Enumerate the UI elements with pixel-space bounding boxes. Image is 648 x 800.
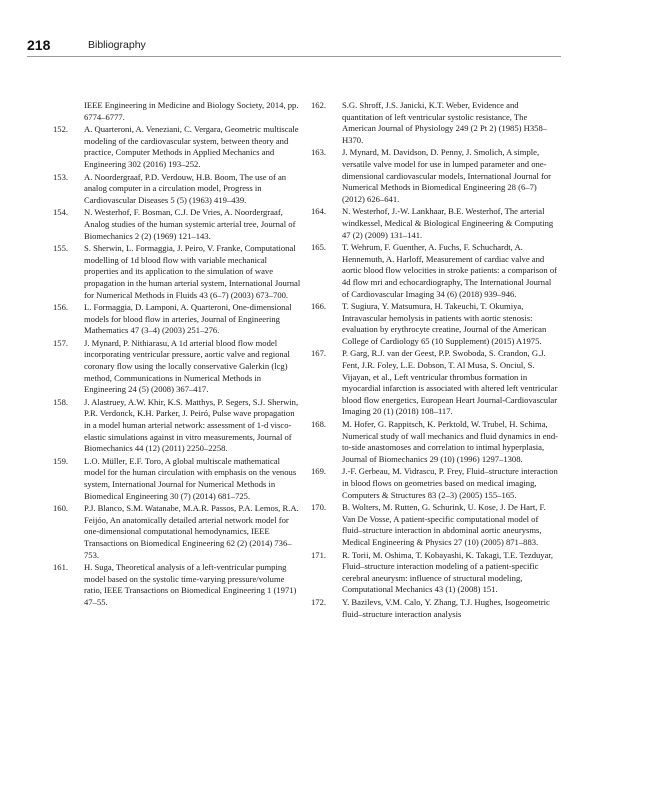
reference-number: 163. (311, 147, 327, 158)
reference-entry (311, 502, 559, 548)
reference-number: 156. (53, 302, 69, 313)
reference-text: J. Alastruey, A.W. Khir, K.S. Matthys, P. Segers, S.J. Sherwin, P.R. Verdonck, K.H. Parker, J. Peiró, Pulse wave propagation in a model human arterial network: assessment of 1-d visco-elastic simulations against in vitro measurements, Journal of Biomechanics 44 (12) (2011) 2250–2258. (84, 396, 299, 454)
reference-text: R. Torii, M. Oshima, T. Kobayashi, K. Takagi, T.E. Tezduyar, Fluid–structure interaction modeling of a patient-specific cerebral aneurysm: influence of structural modeling, Computational Mechanics 43 (1) (2008) 151. (342, 549, 554, 595)
left-column (53, 100, 301, 610)
reference-text: N. Westerhof, F. Bosman, C.J. De Vries, A. Noordergraaf, Analog studies of the human systemic arterial tree, Journal of Biomechanics 2 (2) (1969) 121–143. (84, 207, 296, 241)
reference-text: T. Wehrum, F. Guenther, A. Fuchs, F. Schuchardt, A. Hennemuth, A. Harloff, Measurement of cardiac valve and aortic blood flow velocities in stroke patients: a comparison of 4d flow mri and echocardiography, The International Journal of Cardiovascular Imaging 34 (6) (2018) 939–946. (342, 242, 558, 299)
reference-entry (311, 550, 559, 596)
reference-number: 167. (311, 348, 327, 359)
reference-text: S. Sherwin, L. Formaggia, J. Peiro, V. Franke, Computational modelling of 1d blood flow with variable mechanical properties and its application to the simulation of wave propagation in the human arterial system, International Journal for Numerical Methods in Fluids 43 (6–7) (2003) 673–700. (84, 243, 301, 300)
reference-text: Y. Bazilevs, V.M. Calo, Y. Zhang, T.J. Hughes, Isogeometric fluid–structure interaction analysis (342, 596, 550, 619)
reference-number: 153. (53, 171, 69, 182)
right-column (311, 100, 559, 621)
reference-entry (53, 302, 301, 337)
reference-number: 158. (53, 396, 69, 407)
reference-number: 166. (311, 301, 327, 312)
reference-text: N. Westerhof, J.-W. Lankhaar, B.E. Westerhof, The arterial windkessel, Medical & Biological Engineering & Computing 47 (2) (2009) 131–141. (342, 206, 554, 240)
reference-number: 165. (311, 242, 327, 253)
reference-entry (53, 124, 301, 170)
reference-text: P. Garg, R.J. van der Geest, P.P. Swoboda, S. Crandon, G.J. Fent, J.R. Foley, L.E. Dobson, T. Al Musa, S. Onciul, S. Vijayan, et al., Left ventricular thrombus formation in myocardial infarction is associated with altered left ventricular blood flow energetics, European Heart Journal-Cardiovascular Imaging 20 (1) (2018) 108–117. (342, 348, 558, 417)
reference-text: T. Sugiura, Y. Matsumura, H. Takeuchi, T. Okumiya, Intravascular hemolysis in patients with aortic stenosis: evaluation by erythrocyte creatine, Journal of the American College of Cardiology 65 (10 Supplement) (2015) A1975. (342, 301, 547, 346)
reference-number: 155. (53, 243, 69, 254)
page-number: 218 (27, 37, 51, 53)
reference-number: 162. (311, 100, 327, 110)
reference-text: P.J. Blanco, S.M. Watanabe, M.A.R. Passos, P.A. Lemos, R.A. Feijóo, An anatomically detailed arterial network model for one-dimensional computational hemodynamics, IEEE Transactions on Biomedical Engineering 62 (2) (2014) 736–753. (84, 503, 299, 560)
reference-entry (53, 172, 301, 207)
reference-entry (311, 100, 559, 146)
reference-entry (311, 206, 559, 241)
reference-entry (311, 597, 559, 620)
reference-entry (53, 456, 301, 502)
reference-number: 157. (53, 337, 69, 348)
running-title: Bibliography (88, 39, 146, 51)
reference-number: 172. (311, 596, 327, 607)
reference-entry (311, 147, 559, 205)
reference-entry (311, 301, 559, 347)
reference-entry (53, 562, 301, 608)
reference-text: S.G. Shroff, J.S. Janicki, K.T. Weber, Evidence and quantitation of left ventricular systolic resistance, The American Journal of Physiology 249 (2 Pt 2) (1985) H358–H370. (342, 100, 548, 145)
reference-entry (311, 242, 559, 300)
reference-number: 161. (53, 562, 69, 573)
reference-number: 152. (53, 124, 69, 135)
reference-entry (53, 338, 301, 396)
reference-entry (53, 207, 301, 242)
reference-text: L.O. Müller, E.F. Toro, A global multiscale mathematical model for the human circulation with emphasis on the venous system, International Journal for Numerical Methods in Biomedical Engineering 30 (7) (2014) 681–725. (84, 455, 297, 501)
reference-entry (311, 419, 559, 465)
reference-text: H. Suga, Theoretical analysis of a left-ventricular pumping model based on the systolic time-varying pressure/volume ratio, IEEE Transactions on Biomedical Engineering 1 (1971) 47–55. (84, 562, 297, 607)
reference-text: IEEE Engineering in Medicine and Biology Society, 2014, pp. 6774–6777. (84, 100, 299, 122)
reference-number: 168. (311, 419, 327, 430)
reference-entry (53, 503, 301, 561)
reference-number: 154. (53, 207, 69, 218)
reference-text: M. Hofer, G. Rappitsch, K. Perktold, W. Trubel, H. Schima, Numerical study of wall mechanics and fluid dynamics in end-to-side anastomoses and correlation to intimal hyperplasia, Journal of Biomechanics 29 (10) (1996) 1297–1308. (342, 419, 558, 464)
reference-text: L. Formaggia, D. Lamponi, A. Quarteroni, One-dimensional models for blood flow in arteries, Journal of Engineering Mathematics 47 (3–4) (2003) 251–276. (84, 302, 292, 336)
reference-number: 159. (53, 455, 69, 466)
reference-number: 171. (311, 549, 327, 560)
reference-text: J. Mynard, M. Davidson, D. Penny, J. Smolich, A simple, versatile valve model for use in lumped parameter and one-dimensional cardiovascular models, International Journal for Numerical Methods in Biomedical Engineering 28 (6–7) (2012) 626–641. (342, 147, 552, 204)
reference-entry (311, 466, 559, 501)
reference-text: A. Noordergraaf, P.D. Verdouw, H.B. Boom, The use of an analog computer in a circulation model, Progress in Cardiovascular Diseases 5 (5) (1963) 419–439. (84, 171, 287, 205)
reference-entry (311, 348, 559, 418)
reference-entry (53, 397, 301, 455)
reference-number: 160. (53, 503, 69, 514)
reference-text: A. Quarteroni, A. Veneziani, C. Vergara, Geometric multiscale modeling of the cardiovascular system, between theory and practice, Computer Methods in Applied Mechanics and Engineering 302 (2016) 193–252. (84, 124, 299, 169)
reference-text: J.-F. Gerbeau, M. Vidrascu, P. Frey, Fluid–structure interaction in blood flows on geometries based on medical imaging, Computers & Structures 83 (2–3) (2005) 155–165. (342, 466, 558, 500)
reference-number: 169. (311, 466, 327, 477)
reference-text: B. Wolters, M. Rutten, G. Schurink, U. Kose, J. De Hart, F. Van De Vosse, A patient-specific computational model of fluid–structure interaction in abdominal aortic aneurysms, Medical Engineering & Physics 27 (10) (2005) 871–883. (342, 502, 546, 547)
reference-entry (53, 243, 301, 301)
page-header (27, 36, 561, 57)
reference-entry (53, 100, 301, 123)
reference-number: 170. (311, 502, 327, 513)
reference-text: J. Mynard, P. Nithiarasu, A 1d arterial blood flow model incorporating ventricular pressure, aortic valve and regional coronary flow using the locally conservative Galerkin (lcg) method, Communications in Numerical Methods in Engineering 24 (5) (2008) 367–417. (84, 337, 290, 395)
reference-number: 164. (311, 206, 327, 217)
